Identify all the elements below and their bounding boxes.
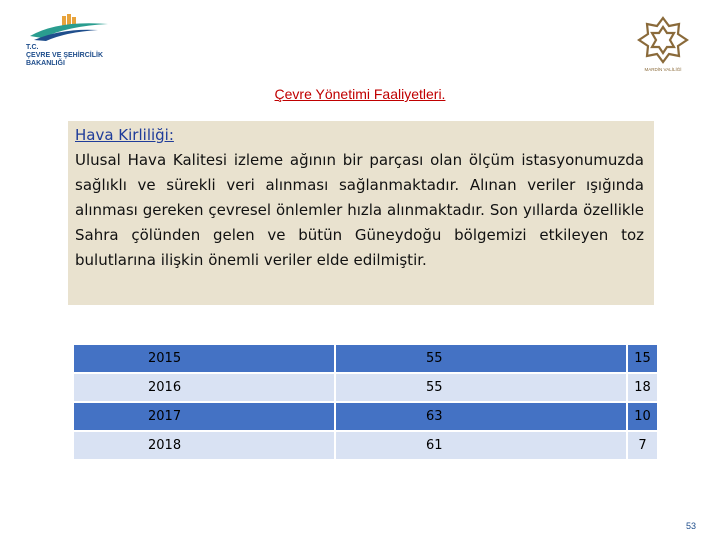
table-cell-value: 63	[335, 402, 627, 431]
ministry-logo	[22, 14, 122, 70]
section-body: Ulusal Hava Kalitesi izleme ağının bir parçası olan ölçüm istasyonumuzda sağlıklı ve sürekli veri alınması sağlanmaktadır. Alınan veriler ışığında alınması gereken çevresel önlemler hızla alınmaktadır. Son yıllarda özellikle Sahra çölünden gelen ve bütün Güneydoğu bölgemizi etkileyen toz bulutlarına ilişkin önemli veriler elde edilmiştir.	[75, 151, 644, 269]
logo-line-3: BAKANLIĞI	[26, 60, 65, 67]
table-cell-value: 55	[335, 373, 627, 402]
table-cell-count: 15	[627, 344, 658, 373]
table-cell-value: 61	[335, 431, 627, 460]
table-row	[73, 402, 658, 431]
ministry-name	[26, 44, 103, 68]
table-cell-year: 2017	[73, 402, 335, 431]
logo-line-1: T.C.	[26, 44, 39, 51]
table-cell-year: 2016	[73, 373, 335, 402]
table-row	[73, 373, 658, 402]
page-number: 53	[686, 521, 697, 531]
table-row	[73, 344, 658, 373]
page-title: Çevre Yönetimi Faaliyetleri.	[274, 86, 446, 102]
section-heading: Hava Kirliliği:	[75, 126, 174, 144]
table-cell-value: 55	[335, 344, 627, 373]
table-cell-year: 2015	[73, 344, 335, 373]
content-box	[68, 121, 654, 305]
table-cell-count: 10	[627, 402, 658, 431]
table-row	[73, 431, 658, 460]
logo-line-2: ÇEVRE VE ŞEHİRCİLİK	[26, 52, 104, 59]
governorship-emblem-icon	[632, 14, 694, 66]
table-cell-count: 7	[627, 431, 658, 460]
table-cell-year: 2018	[73, 431, 335, 460]
table-cell-count: 18	[627, 373, 658, 402]
data-table	[72, 343, 659, 461]
governorship-logo	[632, 14, 694, 76]
governorship-name: MARDİN VALİLİĞİ	[644, 67, 682, 72]
ministry-emblem-icon	[28, 14, 110, 42]
